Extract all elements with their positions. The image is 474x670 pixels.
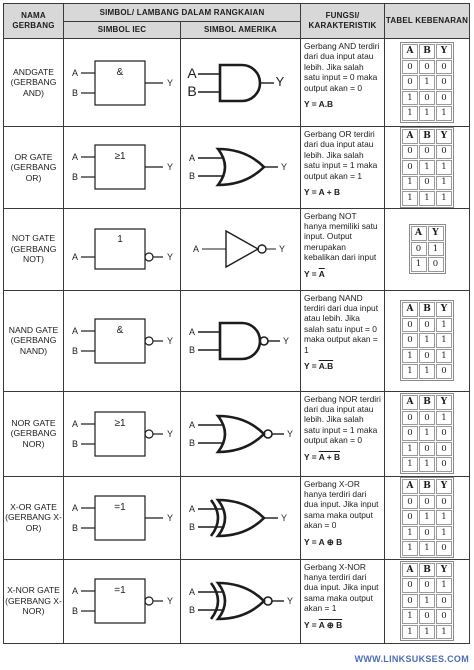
gate-name: NAND GATE (GERBANG NAND)	[4, 290, 64, 391]
output-y-label: Y	[280, 512, 287, 523]
gate-row-xnor	[4, 559, 470, 643]
truth-cell: 0	[419, 176, 435, 191]
truth-cell: 0	[419, 526, 435, 541]
truth-row	[402, 442, 452, 457]
truth-cell: 0	[419, 60, 435, 75]
gate-name: NOT GATE (GERBANG NOT)	[4, 208, 64, 290]
boolean-formula: Y = A + B	[304, 187, 341, 198]
input-a-label: A	[188, 587, 195, 597]
boolean-formula	[304, 452, 381, 462]
output-y-label: Y	[166, 428, 174, 439]
header-symbol-group: SIMBOL/ LAMBANG DALAM RANGKAIAN	[64, 4, 301, 22]
truth-cell: 1	[402, 364, 418, 379]
function-description: Gerbang OR terdiri dari dua input atau lebih. Jika salah satu input = 1 maka output akan = 1	[304, 129, 378, 181]
truth-cell: 1	[436, 106, 452, 121]
truth-table-cell	[385, 208, 470, 290]
and-iec-symbol	[67, 51, 177, 115]
truth-cell: 0	[419, 578, 435, 593]
truth-cell: 1	[402, 609, 418, 624]
truth-row	[402, 510, 452, 525]
gate-name: X-NOR GATE (GERBANG X-NOR)	[4, 559, 64, 643]
gate-row-nand	[4, 290, 470, 391]
header-truth-table: TABEL KEBENARAN	[385, 4, 470, 39]
input-b-label: B	[71, 87, 79, 98]
truth-header-cell: B	[419, 395, 435, 410]
truth-cell: 0	[436, 91, 452, 106]
truth-cell: 1	[419, 333, 435, 348]
truth-row	[402, 594, 452, 609]
american-symbol-cell	[181, 208, 301, 290]
iec-symbol-cell	[64, 39, 181, 127]
truth-cell: 1	[436, 160, 452, 175]
truth-cell: 0	[402, 594, 418, 609]
function-description-cell	[301, 127, 385, 209]
truth-cell: 0	[436, 75, 452, 90]
or-american-symbol	[184, 135, 298, 199]
truth-row	[402, 411, 452, 426]
truth-cell: 1	[436, 333, 452, 348]
header-iec-symbol: SIMBOL IEC	[64, 22, 181, 39]
xnor-american-symbol	[184, 569, 298, 633]
truth-cell: 1	[419, 625, 435, 640]
truth-cell: 1	[402, 442, 418, 457]
logic-gates-table	[3, 3, 470, 644]
input-a-label: A	[188, 419, 195, 430]
truth-cell: 0	[419, 411, 435, 426]
truth-cell: 0	[428, 257, 444, 272]
truth-cell: 0	[402, 495, 418, 510]
input-b-label: B	[186, 82, 197, 99]
header-gate-name: NAMA GERBANG	[4, 4, 64, 39]
truth-cell: 0	[436, 609, 452, 624]
truth-cell: 0	[402, 318, 418, 333]
and-american-symbol	[184, 51, 298, 115]
iec-symbol-cell	[64, 476, 181, 559]
truth-header-cell: A	[402, 302, 418, 317]
truth-row	[402, 457, 452, 472]
output-y-label: Y	[282, 335, 289, 346]
input-b-label: B	[188, 437, 195, 448]
formula-prefix: Y =	[304, 268, 319, 279]
truth-cell: 1	[436, 349, 452, 364]
iec-symbol-cell	[64, 290, 181, 391]
function-description: Gerbang X-NOR hanya terdiri dari dua input. Jika input sama maka output akan = 1	[304, 561, 379, 614]
iec-function-label: &	[116, 324, 124, 336]
function-description-cell	[301, 208, 385, 290]
gate-name: NOR GATE (GERBANG NOR)	[4, 391, 64, 476]
truth-table	[400, 477, 454, 558]
truth-cell: 1	[402, 541, 418, 556]
function-description-cell	[301, 39, 385, 127]
boolean-formula	[304, 620, 381, 630]
truth-header-cell: Y	[436, 563, 452, 578]
input-b-label: B	[71, 438, 79, 449]
truth-table-cell	[385, 391, 470, 476]
truth-row	[402, 160, 452, 175]
boolean-formula: Y = A ⊕ B	[304, 536, 343, 547]
truth-cell: 1	[419, 191, 435, 206]
function-description: Gerbang X-OR hanya terdiri dari dua input. Jika input sama maka output akan = 0	[304, 478, 379, 531]
truth-table-cell	[385, 127, 470, 209]
output-y-label: Y	[286, 428, 293, 439]
output-y-label: Y	[166, 252, 174, 262]
function-description: Gerbang NAND terdiri dari dua input atau lebih. Jika salah satu input = 0 maka output akan = 1	[304, 292, 379, 355]
input-a-label: A	[188, 153, 195, 164]
gate-name: ANDGATE (GERBANG AND)	[4, 39, 64, 127]
truth-cell: 0	[436, 60, 452, 75]
truth-row	[411, 257, 444, 272]
truth-cell: 1	[402, 349, 418, 364]
nand-iec-symbol	[67, 309, 177, 373]
american-symbol-cell	[181, 476, 301, 559]
input-a-label: A	[71, 418, 79, 429]
truth-cell: 1	[436, 578, 452, 593]
iec-symbol-cell	[64, 391, 181, 476]
truth-cell: 1	[419, 510, 435, 525]
truth-row	[402, 426, 452, 441]
truth-cell: 0	[411, 242, 427, 257]
nor-american-symbol	[184, 402, 298, 466]
function-description: Gerbang AND terdiri dari dua input atau lebih. Jika salah satu input = 0 maka output akan = 0	[304, 41, 380, 93]
input-b-label: B	[188, 605, 195, 615]
output-y-label: Y	[166, 162, 174, 173]
truth-cell: 0	[436, 594, 452, 609]
american-symbol-cell	[181, 391, 301, 476]
truth-header-cell: A	[402, 395, 418, 410]
truth-cell: 1	[436, 176, 452, 191]
input-b-label: B	[188, 171, 195, 182]
boolean-formula	[304, 361, 381, 371]
truth-header-cell: B	[419, 44, 435, 59]
input-a-label: A	[71, 586, 79, 596]
boolean-formula: Y = A.B	[304, 99, 334, 110]
gate-row-and	[4, 39, 470, 127]
american-symbol-cell	[181, 39, 301, 127]
input-b-label: B	[71, 345, 79, 356]
boolean-formula	[304, 269, 381, 279]
output-y-label: Y	[280, 162, 287, 173]
input-a-label: A	[71, 152, 79, 163]
function-description-cell	[301, 290, 385, 391]
truth-row	[402, 364, 452, 379]
truth-cell: 0	[419, 349, 435, 364]
truth-cell: 1	[419, 541, 435, 556]
input-a-label: A	[71, 502, 79, 513]
gate-name: OR GATE (GERBANG OR)	[4, 127, 64, 209]
truth-cell: 1	[436, 510, 452, 525]
truth-cell: 0	[419, 318, 435, 333]
output-y-label: Y	[286, 596, 293, 606]
formula-prefix: Y =	[304, 360, 319, 371]
formula-overline-term: A + B	[318, 451, 341, 462]
truth-row	[402, 75, 452, 90]
not-iec-symbol	[67, 217, 177, 281]
truth-row	[402, 625, 452, 640]
truth-row	[402, 176, 452, 191]
truth-row	[402, 333, 452, 348]
truth-header-cell: B	[419, 129, 435, 144]
truth-table	[400, 42, 454, 123]
input-b-label: B	[188, 521, 195, 532]
truth-row	[402, 495, 452, 510]
input-a-label: A	[188, 503, 195, 514]
truth-row	[402, 318, 452, 333]
formula-prefix: Y =	[304, 619, 319, 630]
function-description-cell	[301, 391, 385, 476]
gate-row-nor	[4, 391, 470, 476]
input-a-label: A	[71, 252, 79, 262]
input-b-label: B	[71, 606, 79, 616]
truth-table	[400, 393, 454, 474]
truth-header-cell: A	[402, 479, 418, 494]
input-b-label: B	[188, 344, 195, 355]
iec-function-label: ≥1	[114, 151, 126, 163]
truth-cell: 0	[436, 145, 452, 160]
truth-cell: 0	[436, 426, 452, 441]
truth-row	[402, 91, 452, 106]
function-description: Gerbang NOT hanya memiliki satu input. Output merupakan kebalikan dari input	[304, 210, 378, 263]
nand-american-symbol	[184, 309, 298, 373]
truth-cell: 0	[402, 578, 418, 593]
truth-table	[400, 300, 454, 381]
truth-cell: 0	[436, 364, 452, 379]
truth-cell: 1	[411, 257, 427, 272]
truth-cell: 0	[419, 495, 435, 510]
truth-header-cell: Y	[436, 129, 452, 144]
output-y-label: Y	[166, 77, 174, 88]
truth-cell: 0	[419, 145, 435, 160]
iec-symbol-cell	[64, 559, 181, 643]
header-american-symbol: SIMBOL AMERIKA	[181, 22, 301, 39]
output-y-label: Y	[166, 335, 174, 346]
input-a-label: A	[186, 64, 197, 81]
truth-row	[402, 578, 452, 593]
iec-symbol-cell	[64, 208, 181, 290]
truth-cell: 1	[419, 594, 435, 609]
formula-overline-term: A ⊕ B	[318, 619, 343, 630]
input-a-label: A	[188, 326, 195, 337]
truth-cell: 1	[402, 91, 418, 106]
truth-cell: 0	[402, 510, 418, 525]
truth-cell: 1	[402, 106, 418, 121]
truth-cell: 1	[402, 625, 418, 640]
truth-cell: 1	[436, 411, 452, 426]
truth-cell: 0	[402, 160, 418, 175]
truth-table-cell	[385, 559, 470, 643]
truth-cell: 0	[402, 333, 418, 348]
gate-row-or	[4, 127, 470, 209]
function-description: Gerbang NOR terdiri dari dua input atau lebih. Jika salah satu input = 1 maka output akan = 0	[304, 393, 381, 446]
truth-row	[402, 191, 452, 206]
input-b-label: B	[71, 522, 79, 533]
truth-table-cell	[385, 476, 470, 559]
truth-row	[402, 145, 452, 160]
input-a-label: A	[192, 244, 199, 254]
truth-row	[402, 106, 452, 121]
xor-american-symbol	[184, 486, 298, 550]
truth-cell: 0	[402, 75, 418, 90]
xnor-iec-symbol	[67, 569, 177, 633]
truth-cell: 1	[428, 242, 444, 257]
truth-cell: 1	[419, 75, 435, 90]
truth-cell: 0	[436, 541, 452, 556]
truth-table-cell	[385, 39, 470, 127]
output-y-label: Y	[278, 244, 285, 254]
truth-cell: 1	[436, 526, 452, 541]
input-b-label: B	[71, 172, 79, 183]
or-iec-symbol	[67, 135, 177, 199]
american-symbol-cell	[181, 127, 301, 209]
function-description-cell	[301, 476, 385, 559]
truth-header-cell: B	[419, 563, 435, 578]
truth-cell: 0	[436, 495, 452, 510]
truth-cell: 0	[419, 609, 435, 624]
gate-row-xor	[4, 476, 470, 559]
truth-header-cell: A	[402, 44, 418, 59]
truth-cell: 0	[436, 442, 452, 457]
truth-header-cell: Y	[436, 479, 452, 494]
input-a-label: A	[71, 67, 79, 78]
truth-header-cell: B	[419, 479, 435, 494]
output-y-label: Y	[166, 596, 174, 606]
truth-row	[411, 242, 444, 257]
output-y-label: Y	[275, 73, 284, 89]
truth-cell: 1	[436, 191, 452, 206]
formula-overline-term: A.B	[318, 360, 334, 371]
iec-symbol-cell	[64, 127, 181, 209]
truth-cell: 0	[402, 60, 418, 75]
truth-cell: 1	[402, 526, 418, 541]
iec-function-label: &	[116, 66, 124, 78]
truth-cell: 1	[419, 457, 435, 472]
truth-cell: 1	[419, 426, 435, 441]
truth-cell: 1	[436, 318, 452, 333]
iec-function-label: ≥1	[114, 417, 126, 429]
truth-cell: 0	[419, 442, 435, 457]
truth-header-cell: Y	[436, 395, 452, 410]
nor-iec-symbol	[67, 402, 177, 466]
truth-table	[400, 561, 454, 642]
gate-row-not	[4, 208, 470, 290]
truth-header-cell: Y	[436, 302, 452, 317]
truth-cell: 1	[436, 625, 452, 640]
truth-row	[402, 609, 452, 624]
formula-overline-term: $\overline{A}$	[318, 268, 325, 279]
truth-cell: 1	[402, 176, 418, 191]
xor-iec-symbol	[67, 486, 177, 550]
truth-table	[400, 127, 454, 208]
truth-header-cell: A	[402, 129, 418, 144]
truth-cell: 0	[436, 457, 452, 472]
footer-site: WWW.LINKSUKSES.COM	[354, 654, 469, 664]
truth-cell: 1	[419, 364, 435, 379]
header-function: FUNGSI/ KARAKTERISTIK	[301, 4, 385, 39]
not-american-symbol	[184, 217, 298, 281]
truth-row	[402, 60, 452, 75]
truth-cell: 1	[402, 191, 418, 206]
formula-prefix: Y =	[304, 451, 319, 462]
truth-cell: 1	[419, 106, 435, 121]
truth-table	[409, 224, 446, 274]
iec-function-label: 1	[117, 234, 123, 245]
iec-function-label: =1	[114, 501, 126, 513]
truth-cell: 0	[402, 411, 418, 426]
truth-header-cell: A	[411, 226, 427, 241]
input-a-label: A	[71, 325, 79, 336]
truth-cell: 1	[402, 457, 418, 472]
truth-cell: 1	[419, 160, 435, 175]
iec-function-label: =1	[114, 585, 126, 596]
function-description-cell	[301, 559, 385, 643]
truth-header-cell: Y	[436, 44, 452, 59]
truth-cell: 0	[402, 145, 418, 160]
american-symbol-cell	[181, 559, 301, 643]
truth-row	[402, 349, 452, 364]
truth-row	[402, 541, 452, 556]
truth-table-cell	[385, 290, 470, 391]
truth-cell: 0	[402, 426, 418, 441]
truth-header-cell: B	[419, 302, 435, 317]
truth-header-cell: Y	[428, 226, 444, 241]
truth-header-cell: A	[402, 563, 418, 578]
american-symbol-cell	[181, 290, 301, 391]
gate-name: X-OR GATE (GERBANG X-OR)	[4, 476, 64, 559]
truth-cell: 0	[419, 91, 435, 106]
truth-row	[402, 526, 452, 541]
output-y-label: Y	[166, 512, 174, 523]
